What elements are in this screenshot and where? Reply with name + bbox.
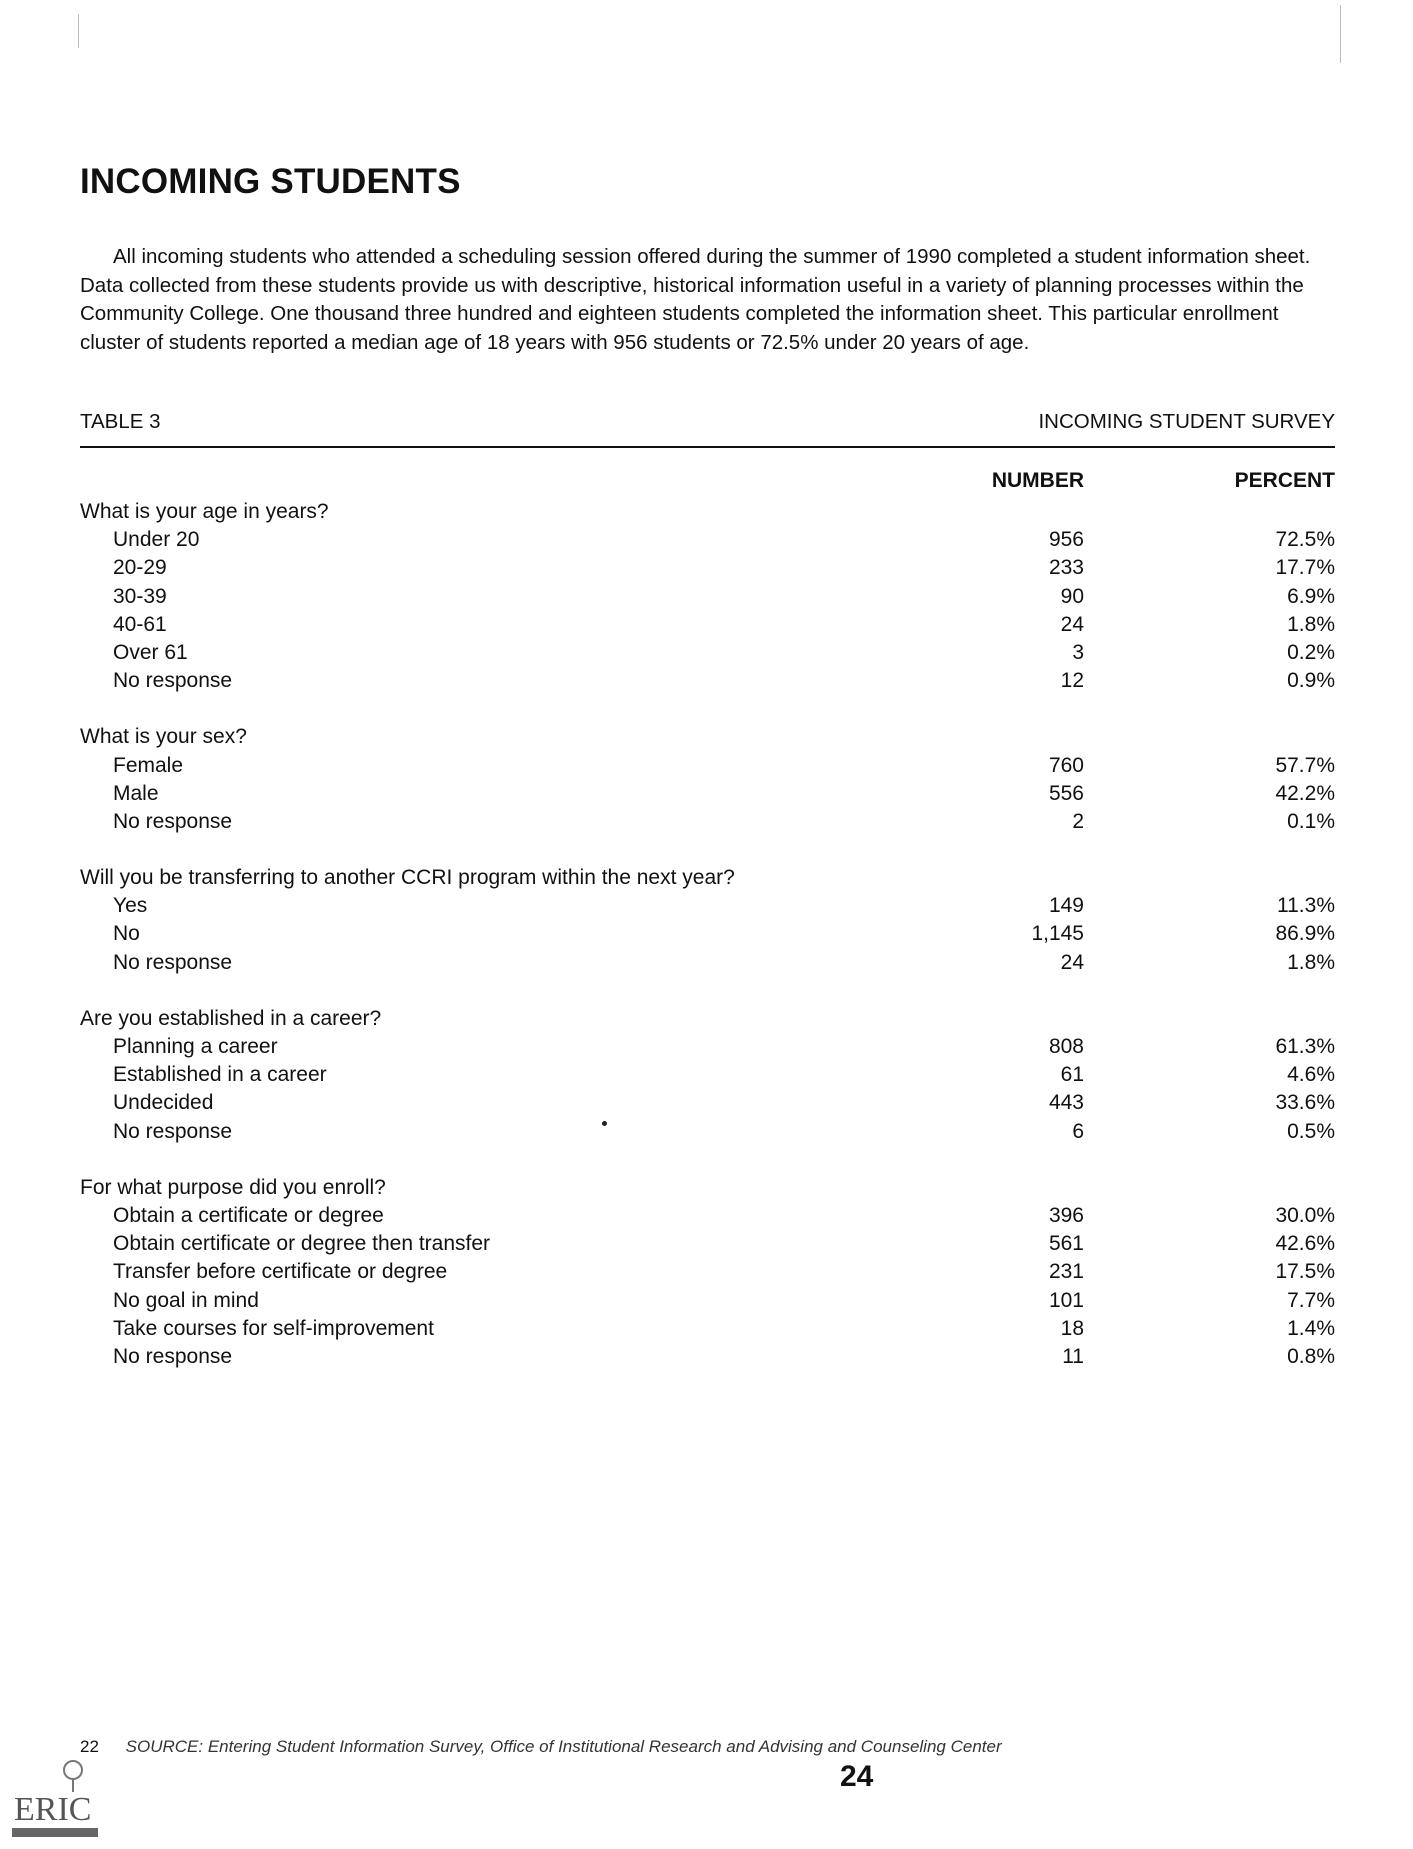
row-number: 3 bbox=[1072, 640, 1084, 664]
table-row bbox=[80, 1061, 1335, 1089]
row-percent: 42.6% bbox=[1275, 1232, 1335, 1256]
row-percent: 17.5% bbox=[1275, 1260, 1335, 1284]
row-label: No bbox=[113, 922, 140, 946]
row-label: Under 20 bbox=[113, 528, 200, 552]
row-label: Obtain a certificate or degree bbox=[113, 1203, 384, 1227]
row-number: 396 bbox=[1048, 1203, 1084, 1227]
table-row bbox=[80, 1287, 1335, 1315]
row-percent: 0.1% bbox=[1287, 809, 1335, 833]
row-number: 11 bbox=[1062, 1344, 1084, 1368]
row-label: Over 61 bbox=[113, 640, 188, 664]
question-text: What is your sex? bbox=[80, 725, 247, 749]
row-number: 443 bbox=[1048, 1091, 1084, 1115]
row-percent: 1.4% bbox=[1287, 1316, 1335, 1340]
row-percent: 4.6% bbox=[1287, 1063, 1335, 1087]
row-number: 149 bbox=[1048, 894, 1084, 918]
table-row bbox=[80, 1202, 1335, 1230]
survey-table bbox=[80, 498, 1335, 1399]
row-label: 20-29 bbox=[113, 556, 167, 580]
question-group bbox=[80, 864, 1335, 977]
row-percent: 30.0% bbox=[1275, 1203, 1335, 1227]
table-row bbox=[80, 1230, 1335, 1258]
row-label: No response bbox=[113, 1119, 233, 1143]
table-header bbox=[80, 410, 1335, 448]
question-group bbox=[80, 1005, 1335, 1146]
row-percent: 61.3% bbox=[1275, 1035, 1335, 1058]
row-label: Planning a career bbox=[113, 1035, 278, 1058]
table-row bbox=[80, 1089, 1335, 1117]
question-text: Are you established in a career? bbox=[80, 1006, 382, 1030]
row-percent: 1.8% bbox=[1287, 612, 1335, 636]
row-number: 18 bbox=[1060, 1316, 1084, 1340]
question-group bbox=[80, 498, 1335, 695]
row-number: 1,145 bbox=[1031, 922, 1084, 946]
row-percent: 72.5% bbox=[1275, 528, 1335, 552]
row-percent: 0.2% bbox=[1287, 640, 1335, 664]
scan-artifact-line-right bbox=[1340, 5, 1341, 63]
row-label: Undecided bbox=[113, 1091, 214, 1115]
row-label: Take courses for self-improvement bbox=[113, 1316, 434, 1340]
table-row bbox=[80, 583, 1335, 611]
footer-source: SOURCE: Entering Student Information Survey, Office of Institutional Research and Advising and Counseling Center bbox=[125, 1737, 1002, 1756]
table-row bbox=[80, 808, 1335, 836]
footer bbox=[80, 1737, 1002, 1757]
row-label: No goal in mind bbox=[113, 1288, 259, 1312]
row-percent: 7.7% bbox=[1287, 1288, 1335, 1312]
row-percent: 6.9% bbox=[1287, 584, 1335, 608]
row-label: Yes bbox=[113, 894, 148, 918]
row-label: Female bbox=[113, 753, 184, 777]
row-label: No response bbox=[113, 809, 233, 833]
row-percent: 17.7% bbox=[1275, 556, 1335, 580]
scan-artifact-line-left bbox=[78, 14, 79, 48]
row-percent: 33.6% bbox=[1275, 1091, 1335, 1115]
row-label: Male bbox=[113, 781, 159, 805]
row-percent: 42.2% bbox=[1275, 781, 1335, 805]
question-group bbox=[80, 723, 1335, 836]
table-row bbox=[80, 554, 1335, 582]
row-percent: 0.5% bbox=[1287, 1119, 1335, 1143]
row-number: 561 bbox=[1048, 1232, 1084, 1256]
row-number: 61 bbox=[1060, 1063, 1084, 1087]
table-row bbox=[80, 1118, 1335, 1146]
row-number: 6 bbox=[1072, 1119, 1084, 1143]
row-label: Transfer before certificate or degree bbox=[113, 1260, 448, 1284]
page-title: INCOMING STUDENTS bbox=[80, 162, 461, 201]
row-percent: 57.7% bbox=[1275, 753, 1335, 777]
eric-logo-text: ERIC bbox=[14, 1791, 92, 1828]
row-number: 956 bbox=[1048, 528, 1084, 552]
table-row bbox=[80, 1258, 1335, 1286]
row-percent: 0.9% bbox=[1287, 669, 1335, 693]
table-label: TABLE 3 bbox=[80, 410, 161, 433]
table-title: INCOMING STUDENT SURVEY bbox=[1038, 410, 1335, 433]
table-row bbox=[80, 639, 1335, 667]
table-row bbox=[80, 667, 1335, 695]
row-number: 808 bbox=[1048, 1035, 1084, 1058]
row-number: 231 bbox=[1048, 1260, 1084, 1284]
question-text: For what purpose did you enroll? bbox=[80, 1175, 386, 1199]
row-percent: 1.8% bbox=[1287, 950, 1335, 974]
row-number: 101 bbox=[1048, 1288, 1084, 1312]
table-row bbox=[80, 892, 1335, 920]
row-label: Obtain certificate or degree then transfer bbox=[113, 1232, 491, 1256]
page-mark: 24 bbox=[840, 1760, 874, 1793]
question-group bbox=[80, 1174, 1335, 1371]
table-row bbox=[80, 1343, 1335, 1371]
row-number: 24 bbox=[1060, 950, 1084, 974]
row-label: Established in a career bbox=[113, 1063, 327, 1087]
table-row bbox=[80, 920, 1335, 948]
eric-logo bbox=[8, 1758, 102, 1842]
footer-page-number: 22 bbox=[80, 1737, 99, 1756]
column-header-percent: PERCENT bbox=[1234, 469, 1335, 492]
table-row bbox=[80, 752, 1335, 780]
table-row bbox=[80, 949, 1335, 977]
row-label: No response bbox=[113, 950, 233, 974]
column-header-number: NUMBER bbox=[991, 469, 1084, 492]
row-number: 233 bbox=[1048, 556, 1084, 580]
stray-dot bbox=[602, 1121, 607, 1126]
table-row bbox=[80, 526, 1335, 554]
question-text: What is your age in years? bbox=[80, 500, 329, 523]
row-percent: 86.9% bbox=[1275, 922, 1335, 946]
intro-paragraph: All incoming students who attended a scheduling session offered during the summer of 1990 completed a student information sheet. Data collected from these students provide us with descriptive, historical information useful in a variety of planning processes within the Community College. One thousand three hundred and eighteen students completed the information sheet. This particular enrollment cluster of students reported a median age of 18 years with 956 students or 72.5% under 20 years of age. bbox=[80, 245, 1311, 354]
row-label: 40-61 bbox=[113, 612, 167, 636]
row-number: 2 bbox=[1072, 809, 1084, 833]
row-number: 90 bbox=[1060, 584, 1084, 608]
table-row bbox=[80, 1315, 1335, 1343]
row-percent: 11.3% bbox=[1277, 894, 1335, 918]
row-number: 12 bbox=[1060, 669, 1084, 693]
question-text: Will you be transferring to another CCRI program within the next year? bbox=[80, 866, 735, 890]
table-row bbox=[80, 611, 1335, 639]
row-number: 760 bbox=[1048, 753, 1084, 777]
row-number: 556 bbox=[1048, 781, 1084, 805]
table-row bbox=[80, 1033, 1335, 1061]
row-percent: 0.8% bbox=[1287, 1344, 1335, 1368]
row-label: 30-39 bbox=[113, 584, 167, 608]
table-row bbox=[80, 780, 1335, 808]
row-label: No response bbox=[113, 1344, 233, 1368]
row-label: No response bbox=[113, 669, 233, 693]
row-number: 24 bbox=[1060, 612, 1084, 636]
